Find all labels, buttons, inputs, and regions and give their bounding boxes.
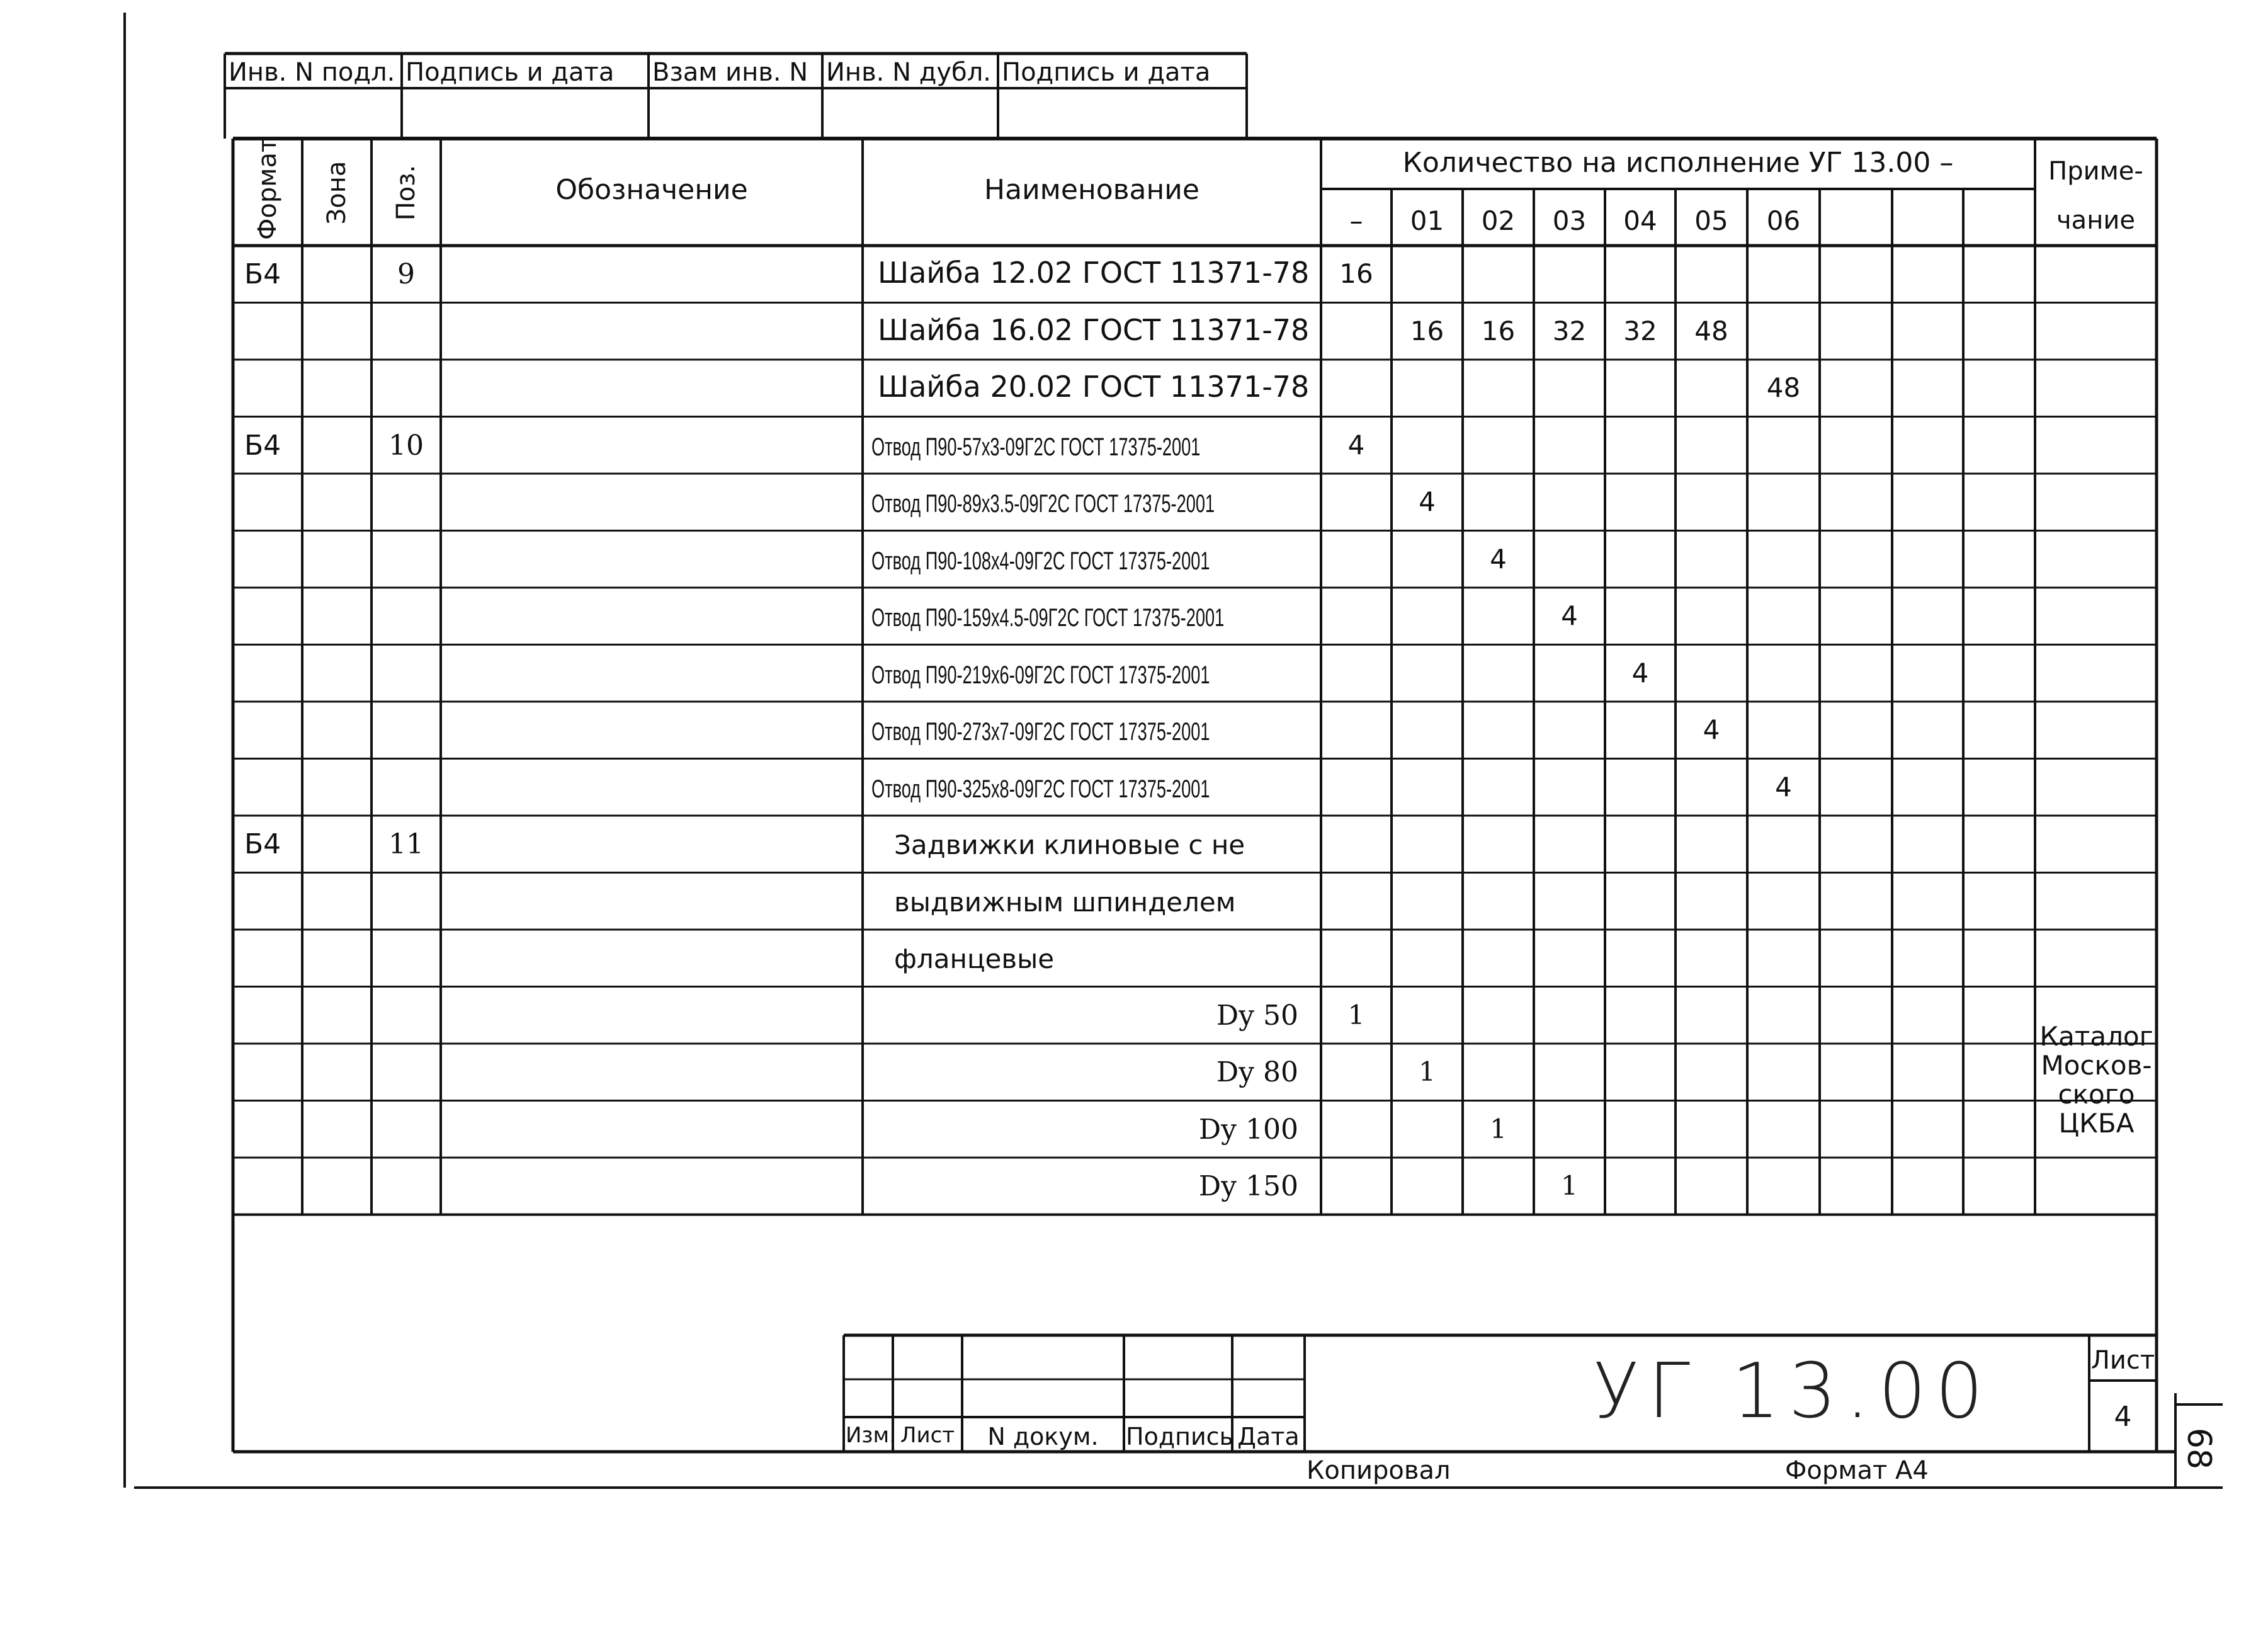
row-quantity: 4: [1631, 657, 1649, 688]
header-variant: 06: [1766, 205, 1801, 236]
row-position: 11: [388, 828, 424, 860]
title-block-change-label: Изм.: [846, 1423, 896, 1448]
header-zone: Зона: [322, 161, 351, 225]
row-name: Отвод П90-219х6-09Г2С ГОСТ 17375-2001: [871, 661, 1210, 689]
row-quantity: 4: [1490, 543, 1507, 574]
header-designation: Обозначение: [555, 174, 748, 206]
row-name: выдвижным шпинделем: [894, 886, 1236, 918]
header-note-line1: Приме-: [2048, 157, 2143, 186]
row-quantity: 32: [1623, 315, 1657, 346]
row-quantity: 16: [1481, 315, 1516, 346]
header-variant: –: [1349, 205, 1363, 236]
footer-format-label: Формат А4: [1785, 1456, 1929, 1485]
header-variant: 05: [1694, 205, 1728, 236]
row-name: фланцевые: [894, 943, 1055, 974]
row-quantity: 48: [1766, 372, 1801, 403]
row-quantity: 4: [1419, 486, 1436, 517]
header-variant: 02: [1481, 205, 1516, 236]
header-format: Формат: [253, 137, 282, 240]
row-name: Отвод П90-325х8-09Г2С ГОСТ 17375-2001: [871, 775, 1210, 803]
row-quantity: 4: [1703, 714, 1720, 745]
row-format: Б4: [244, 828, 281, 860]
stamp-inv-label: Инв. N подл.: [229, 58, 395, 87]
stamp-replace-inv-label: Взам инв. N: [652, 58, 808, 87]
header-quantity-title: Количество на исполнение УГ 13.00 –: [1402, 147, 1954, 179]
row-quantity: 4: [1347, 429, 1365, 460]
header-variant: 03: [1552, 205, 1587, 236]
header-pos: Поз.: [392, 164, 421, 221]
row-quantity: 1: [1490, 1113, 1507, 1144]
footer-copied-label: Копировал: [1307, 1456, 1451, 1485]
header-variant: 04: [1623, 205, 1657, 236]
row-name: Задвижки клиновые с не: [894, 829, 1245, 860]
row-quantity: 1: [1561, 1170, 1578, 1201]
stamp-dup-inv-label: Инв. N дубл.: [826, 58, 991, 87]
row-name: Dy 100: [1198, 1113, 1298, 1146]
title-block-signature-label: Подпись: [1126, 1423, 1233, 1450]
row-position: 9: [397, 258, 415, 290]
row-name: Шайба 16.02 ГОСТ 11371-78: [878, 312, 1310, 347]
title-block-doc-number-label: N докум.: [987, 1423, 1099, 1450]
row-quantity: 1: [1419, 1056, 1436, 1087]
header-note-line2: чание: [2056, 206, 2135, 235]
row-name: Dy 50: [1216, 999, 1298, 1032]
header-name: Наименование: [984, 174, 1199, 206]
title-block-sheet-label: Лист: [900, 1423, 955, 1448]
row-quantity: 16: [1410, 315, 1444, 346]
row-name: Шайба 20.02 ГОСТ 11371-78: [878, 370, 1310, 404]
row-name: Отвод П90-57х3-09Г2С ГОСТ 17375-2001: [871, 433, 1201, 461]
stamp-sign-date-label-2: Подпись и дата: [1002, 58, 1211, 87]
row-quantity: 4: [1775, 771, 1792, 802]
header-variant: 01: [1410, 205, 1444, 236]
row-quantity: 4: [1561, 600, 1578, 631]
row-name: Отвод П90-273х7-09Г2С ГОСТ 17375-2001: [871, 718, 1210, 746]
note-catalog: Каталог Москов- ского ЦКБА: [2039, 1021, 2153, 1139]
row-position: 10: [388, 429, 424, 462]
row-name: Dy 80: [1216, 1056, 1298, 1088]
sheet-label: Лист: [2090, 1346, 2155, 1375]
sheet-number: 4: [2114, 1401, 2132, 1433]
stamp-sign-date-label: Подпись и дата: [405, 58, 615, 87]
side-page-number: 68: [2180, 1427, 2218, 1470]
row-quantity: 48: [1694, 315, 1728, 346]
title-block-date-label: Дата: [1237, 1423, 1300, 1450]
document-code: УГ 13.00: [1593, 1348, 1992, 1435]
row-quantity: 16: [1339, 258, 1373, 289]
row-quantity: 32: [1552, 315, 1587, 346]
row-name: Отвод П90-89х3.5-09Г2С ГОСТ 17375-2001: [871, 490, 1215, 518]
row-name: Dy 150: [1198, 1170, 1298, 1202]
row-quantity: 1: [1347, 999, 1365, 1030]
row-format: Б4: [244, 258, 281, 290]
row-name: Отвод П90-159х4.5-09Г2С ГОСТ 17375-2001: [871, 604, 1225, 632]
row-name: Отвод П90-108х4-09Г2С ГОСТ 17375-2001: [871, 547, 1210, 575]
row-name: Шайба 12.02 ГОСТ 11371-78: [878, 256, 1310, 290]
row-format: Б4: [244, 429, 281, 462]
